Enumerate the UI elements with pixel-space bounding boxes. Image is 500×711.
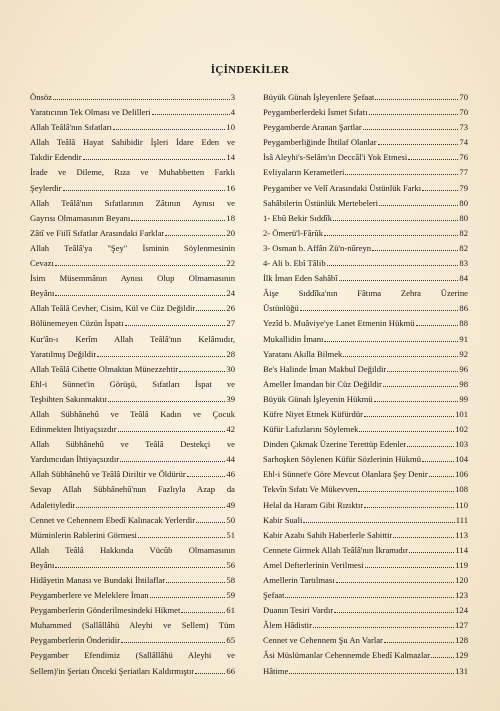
toc-leader-dots: [334, 612, 454, 613]
toc-entry-title: Allah Sübhânehû ve Teâlâ Destekçi ve: [30, 439, 235, 450]
toc-entry-title: Amellerin Tartılması: [263, 575, 335, 585]
toc-entry-title: Peygamberliğinde İhtilaf Olanlar: [263, 137, 377, 148]
toc-entry-page: 83: [459, 258, 468, 269]
toc-entry-title: Kur'ân-ı Kerîm Allah Teâlâ'nın Kelâmıdır,: [30, 333, 235, 344]
toc-entry-page: 66: [226, 665, 235, 676]
toc-leader-dots: [372, 250, 458, 251]
toc-entry: [263, 347, 468, 362]
toc-entry-page: 110: [455, 499, 468, 510]
toc-entry-page: 22: [226, 258, 235, 269]
toc-entry: [30, 407, 235, 422]
toc-leader-dots: [138, 537, 225, 538]
toc-entry-page: 92: [459, 348, 468, 359]
toc-leader-dots: [83, 159, 226, 160]
toc-entry-title: 3- Osman b. Affân Zü'n-nûreyn: [263, 242, 372, 253]
toc-entry-title: Şeylerdir: [30, 182, 62, 193]
toc-entry: [263, 362, 468, 377]
toc-entry-title: Şefaat: [263, 590, 285, 601]
toc-entry: [263, 135, 468, 150]
toc-entry-page: 86: [459, 303, 468, 314]
toc-leader-dots: [55, 295, 225, 296]
toc-leader-dots: [416, 325, 459, 326]
toc-leader-dots: [187, 476, 226, 477]
toc-leader-dots: [336, 582, 455, 583]
toc-entry: [30, 377, 235, 392]
toc-leader-dots: [384, 642, 454, 643]
toc-entry: [30, 498, 235, 513]
toc-leader-dots: [383, 386, 459, 387]
toc-entry: [263, 226, 468, 241]
toc-entry-title: Kabir Azabı Sahih Haberlerle Sabittir: [263, 529, 393, 540]
toc-leader-dots: [113, 129, 225, 130]
toc-entry: [30, 301, 235, 316]
toc-entry-page: 51: [226, 529, 235, 540]
toc-leader-dots: [333, 220, 458, 221]
toc-entry: [30, 618, 235, 633]
toc-entry-title: Büyük Günah İşleyenlere Şefaat: [263, 92, 375, 102]
toc-entry: [30, 648, 235, 663]
toc-leader-dots: [339, 280, 459, 281]
toc-entry-title: Üstünlüğü: [263, 303, 299, 314]
toc-entry: [30, 120, 235, 135]
toc-entry: [30, 316, 235, 331]
toc-entry-title: Teşbihten Sakınmaktır: [30, 393, 108, 404]
toc-entry-page: 4: [230, 107, 235, 118]
toc-leader-dots: [409, 552, 454, 553]
toc-entry: [263, 120, 468, 135]
toc-entry: [30, 467, 235, 482]
toc-entry: [263, 573, 468, 588]
toc-entry-page: 18: [226, 212, 235, 223]
toc-entry: [30, 513, 235, 528]
toc-entry-title: Muhammed (Sallâllâhü Aleyhi ve Sellem) Tüm: [30, 620, 235, 631]
toc-leader-dots: [369, 114, 459, 115]
toc-entry-title: Âlem Hâdistir: [263, 620, 312, 631]
toc-entry-page: 124: [455, 605, 468, 616]
toc-entry-title: İsim Müsemmânın Aynısı Olup Olmamasının: [30, 273, 235, 284]
toc-entry-title: Küfre Niyet Etmek Küfürdür: [263, 408, 363, 419]
toc-entry-title: Peygamber ve Velî Arasındaki Üstünlük Farkı: [263, 182, 422, 193]
toc-entry-title: Küfür Lafızlarını Söylemek: [263, 424, 359, 435]
toc-entry-page: 80: [459, 197, 468, 208]
toc-entry-page: 96: [459, 363, 468, 374]
toc-entry-title: Hâtime: [263, 665, 289, 676]
toc-leader-dots: [387, 371, 458, 372]
toc-leader-dots: [152, 114, 230, 115]
toc-entry-title: Bölünemeyen Cüzün İspatı: [30, 318, 124, 329]
toc-leader-dots: [285, 597, 454, 598]
toc-entry: [263, 664, 468, 679]
toc-entry: [30, 226, 235, 241]
toc-entry-page: 131: [455, 665, 468, 676]
toc-entry: [30, 90, 235, 105]
toc-entry-title: Peygamberlerin Gönderilmesindeki Hikmet: [30, 605, 181, 616]
toc-entry: [263, 558, 468, 573]
toc-entry: [263, 603, 468, 618]
toc-entry: [263, 181, 468, 196]
toc-leader-dots: [76, 507, 225, 508]
toc-leader-dots: [379, 205, 458, 206]
toc-entry-page: 88: [459, 318, 468, 329]
toc-entry-title: Büyük Günah İşleyenin Hükmü: [263, 393, 373, 404]
toc-entry-title: Dinden Çıkmak Üzerine Terettüp Edenler: [263, 439, 407, 450]
toc-entry: [263, 513, 468, 528]
toc-entry-title: Peygamberlerdeki İsmet Sıfatı: [263, 107, 368, 118]
toc-leader-dots: [120, 461, 225, 462]
toc-entry-page: 111: [455, 514, 468, 525]
toc-entry: [263, 271, 468, 286]
toc-entry-page: 70: [459, 107, 468, 118]
toc-entry-title: Kabir Suali: [263, 514, 303, 525]
toc-entry-title: İsâ Aleyhi's-Selâm'ın Deccâl'i Yok Etmesi: [263, 152, 408, 163]
toc-leader-dots: [53, 99, 230, 100]
toc-leader-dots: [150, 597, 226, 598]
toc-leader-dots: [63, 190, 226, 191]
toc-entry: [263, 437, 468, 452]
toc-right-column: [263, 90, 468, 679]
toc-entry-page: 119: [455, 559, 468, 570]
toc-entry: [30, 196, 235, 211]
toc-entry-page: 79: [459, 182, 468, 193]
toc-entry-title: Peygamberde Aranan Şartlar: [263, 122, 362, 133]
toc-entry-page: 56: [226, 559, 235, 570]
toc-entry-page: 10: [226, 122, 235, 133]
toc-leader-dots: [429, 476, 454, 477]
toc-entry: [30, 603, 235, 618]
toc-entry-title: Allah Teâlâ Cihette Olmaktan Münezzehtir: [30, 363, 179, 374]
toc-entry-page: 61: [226, 605, 235, 616]
toc-entry: [30, 362, 235, 377]
toc-leader-dots: [313, 627, 454, 628]
toc-entry: [30, 347, 235, 362]
toc-entry-title: Beyânı: [30, 559, 55, 570]
toc-leader-dots: [363, 129, 459, 130]
toc-entry-page: 129: [455, 650, 468, 661]
toc-entry-title: Allah Teâlâ'nın Sıfatları: [30, 122, 112, 133]
toc-entry-title: Sahâbilerin Üstünlük Mertebeleri: [263, 197, 379, 208]
toc-entry: [263, 498, 468, 513]
toc-entry-title: Duanın Tesiri Vardır: [263, 605, 334, 616]
toc-entry-title: Sarhoşken Söylenen Küfür Sözlerinin Hükmü: [263, 454, 422, 465]
toc-entry: [30, 332, 235, 347]
toc-leader-dots: [364, 416, 454, 417]
toc-leader-dots: [55, 567, 225, 568]
toc-entry-title: Allah Teâlâ Hayat Sahibidir İşleri İdare Eden ve: [30, 137, 235, 148]
toc-leader-dots: [364, 507, 454, 508]
toc-entry: [263, 196, 468, 211]
toc-leader-dots: [166, 582, 225, 583]
toc-entry: [30, 181, 235, 196]
toc-entry-title: Yezîd b. Muâviye'ye Lanet Etmenin Hükmü: [263, 318, 415, 329]
toc-entry-title: 4- Ali b. Ebî Tâlib: [263, 258, 326, 269]
toc-entry-page: 128: [455, 635, 468, 646]
toc-leader-dots: [324, 341, 458, 342]
toc-entry: [30, 165, 235, 180]
toc-entry: [30, 528, 235, 543]
toc-leader-dots: [422, 461, 454, 462]
toc-entry: [263, 588, 468, 603]
toc-entry-title: 2- Ömerü'l-Fârûk: [263, 227, 324, 238]
toc-leader-dots: [407, 446, 454, 447]
toc-leader-dots: [300, 310, 459, 311]
toc-entry: [30, 664, 235, 679]
toc-entry-title: Allah Teâlâ Cevher, Cisim, Kül ve Cüz Değildir: [30, 303, 196, 314]
toc-entry: [263, 633, 468, 648]
toc-entry: [263, 211, 468, 226]
toc-leader-dots: [131, 220, 225, 221]
toc-leader-dots: [165, 235, 225, 236]
toc-entry-title: Allah Teâlâ'ya "Şey" İsminin Söylenmesinin: [30, 242, 235, 253]
toc-entry: [30, 105, 235, 120]
toc-leader-dots: [359, 431, 454, 432]
toc-entry-title: Allah Sübhânehû ve Teâlâ Kadın ve Çocuk: [30, 408, 235, 419]
toc-entry-title: Yardımcıdan İhtiyaçsızdır: [30, 454, 120, 465]
toc-leader-dots: [422, 190, 458, 191]
toc-entry-page: 27: [226, 318, 235, 329]
toc-entry-title: Cennete Girmek Allah Teâlâ'nın İkramıdır: [263, 544, 408, 555]
toc-leader-dots: [365, 567, 455, 568]
toc-entry-title: Cennet ve Cehennem Şu An Varlar: [263, 635, 383, 646]
toc-leader-dots: [303, 522, 454, 523]
toc-entry: [263, 377, 468, 392]
toc-entry-page: 70: [459, 92, 468, 102]
toc-entry: [263, 482, 468, 497]
toc-entry: [263, 316, 468, 331]
toc-entry-title: Müminlerin Rablerini Görmesi: [30, 529, 137, 540]
toc-entry-page: 106: [455, 469, 468, 480]
toc-entry-title: Cennet ve Cehennem Ebedî Kalınacak Yerlerdir: [30, 514, 196, 525]
toc-entry-title: Ehl-i Sünnet'e Göre Mevcut Olanlara Şey Denir: [263, 469, 428, 480]
toc-entry-title: Mukallidin İmanı: [263, 333, 324, 344]
toc-entry-page: 108: [455, 484, 468, 495]
toc-entry-title: Yaratanı Akılla Bilmek: [263, 348, 343, 359]
toc-entry-page: 103: [455, 439, 468, 450]
toc-entry: [263, 286, 468, 301]
toc-leader-dots: [358, 491, 454, 492]
toc-entry-page: 42: [226, 424, 235, 435]
toc-leader-dots: [327, 265, 459, 266]
toc-entry: [263, 392, 468, 407]
toc-entry-page: 82: [459, 227, 468, 238]
toc-entry-page: 30: [226, 363, 235, 374]
toc-left-column: [30, 90, 235, 679]
toc-entry-page: 65: [226, 635, 235, 646]
toc-entry-title: Yaratılmış Değildir: [30, 348, 97, 359]
toc-entry-title: Âişe Sıddîka'nın Fâtıma Zehra Üzerine: [263, 288, 468, 299]
toc-leader-dots: [181, 612, 225, 613]
toc-leader-dots: [196, 522, 225, 523]
toc-entry-page: 3: [230, 92, 235, 102]
toc-leader-dots: [196, 310, 225, 311]
toc-entry-title: İrade ve Dileme, Rıza ve Muhabbetten Farklı: [30, 167, 235, 178]
toc-entry-title: Hidâyetin Manası ve Bundaki İhtilaflar: [30, 575, 166, 585]
toc-entry: [263, 332, 468, 347]
toc-entry: [263, 256, 468, 271]
toc-entry-title: Allah Teâlâ'nın Sıfatlarının Zâtının Aynısı ve: [30, 197, 235, 208]
toc-entry-page: 58: [226, 575, 235, 585]
toc-entry-page: 46: [226, 469, 235, 480]
toc-entry-title: Zâtî ve Fiilî Sıfatlar Arasındaki Farklar: [30, 227, 165, 238]
toc-entry-page: 80: [459, 212, 468, 223]
toc-entry-title: Cevazı: [30, 258, 54, 269]
toc-entry-title: Yaratıcının Tek Olması ve Delilleri: [30, 107, 151, 118]
toc-entry: [30, 286, 235, 301]
toc-entry: [30, 437, 235, 452]
toc-entry-page: 74: [459, 137, 468, 148]
toc-entry: [30, 392, 235, 407]
toc-entry: [30, 150, 235, 165]
toc-entry: [263, 301, 468, 316]
toc-entry: [30, 211, 235, 226]
toc-entry-page: 104: [455, 454, 468, 465]
toc-entry: [30, 256, 235, 271]
toc-entry: [263, 165, 468, 180]
toc-entry-title: Sevap Allah Sübhânehû'nun Fazlıyla Azap da: [30, 484, 235, 495]
toc-entry: [263, 543, 468, 558]
toc-entry-page: 114: [455, 544, 468, 555]
toc-entry: [30, 573, 235, 588]
toc-entry-page: 127: [455, 620, 468, 631]
toc-leader-dots: [118, 431, 226, 432]
toc-entry-page: 59: [226, 590, 235, 601]
toc-entry: [30, 482, 235, 497]
toc-entry: [263, 528, 468, 543]
toc-leader-dots: [179, 371, 225, 372]
toc-entry-title: Peygamber Efendimiz (Sallâllâhü Aleyhi ve: [30, 650, 235, 661]
toc-entry-title: Âsi Müslümanlar Cehennemde Ebedî Kalmazlar: [263, 650, 431, 661]
toc-entry-title: İlk İman Eden Sahâbî: [263, 273, 338, 284]
toc-entry: [263, 452, 468, 467]
toc-entry-page: 98: [459, 378, 468, 389]
toc-leader-dots: [108, 401, 225, 402]
toc-entry-title: Önsöz: [30, 92, 52, 102]
toc-entry-title: Allah Teâlâ Hakkında Vücûb Olmamasının: [30, 544, 235, 555]
toc-entry: [30, 241, 235, 256]
toc-leader-dots: [375, 99, 458, 100]
toc-entry-title: Peygamberlere ve Meleklere İman: [30, 590, 149, 601]
toc-entry-title: 1- Ebû Bekir Sıddîk: [263, 212, 332, 223]
toc-entry-page: 24: [226, 288, 235, 299]
toc-entry: [263, 241, 468, 256]
toc-leader-dots: [195, 673, 225, 674]
page-title: İÇİNDEKİLER: [210, 64, 290, 76]
toc-entry: [30, 422, 235, 437]
toc-entry-page: 113: [455, 529, 468, 540]
toc-entry-title: Ameller İmandan bir Cüz Değildir: [263, 378, 382, 389]
toc-entry-title: Peygamberlerin Önderidir: [30, 635, 120, 646]
toc-entry-page: 26: [226, 303, 235, 314]
toc-leader-dots: [97, 356, 225, 357]
toc-entry-title: Helal da Haram Gibi Rızıktır: [263, 499, 364, 510]
toc-entry-title: Sellem)'in Şeriatı Önceki Şeriatları Kaldırmıştır: [30, 665, 195, 676]
toc-entry-page: 73: [459, 122, 468, 133]
toc-entry: [30, 633, 235, 648]
toc-leader-dots: [289, 673, 454, 674]
toc-entry-page: 14: [226, 152, 235, 163]
toc-leader-dots: [431, 657, 454, 658]
toc-entry-title: Takdir Edendir: [30, 152, 82, 163]
toc-entry: [263, 422, 468, 437]
toc-entry-title: Ehl-i Sünnet'in Görüşü, Sıfatları İspat ve: [30, 378, 235, 389]
toc-leader-dots: [55, 265, 226, 266]
toc-entry-page: 84: [459, 273, 468, 284]
toc-entry: [263, 467, 468, 482]
toc-entry: [30, 452, 235, 467]
toc-leader-dots: [121, 642, 225, 643]
toc-entry-title: Edinmekten İhtiyaçsızdır: [30, 424, 117, 435]
toc-entry-title: Amel Defterlerinin Verilmesi: [263, 559, 364, 570]
toc-entry: [263, 150, 468, 165]
toc-entry: [30, 588, 235, 603]
toc-entry-page: 20: [226, 227, 235, 238]
toc-leader-dots: [324, 235, 458, 236]
toc-entry-page: 50: [226, 514, 235, 525]
toc-entry-page: 76: [459, 152, 468, 163]
toc-entry-page: 28: [226, 348, 235, 359]
toc-entry-title: Evliyaların Kerametleri: [263, 167, 345, 178]
toc-leader-dots: [378, 144, 459, 145]
toc-entry-page: 39: [226, 393, 235, 404]
toc-entry-title: Beyânı: [30, 288, 55, 299]
toc-entry: [30, 558, 235, 573]
toc-entry: [263, 618, 468, 633]
toc-leader-dots: [345, 174, 458, 175]
toc-entry-title: Adaletiyledir: [30, 499, 76, 510]
toc-entry: [263, 90, 468, 105]
toc-leader-dots: [343, 356, 458, 357]
toc-entry-page: 44: [226, 454, 235, 465]
toc-leader-dots: [125, 325, 226, 326]
toc-entry: [30, 271, 235, 286]
toc-entry-page: 82: [459, 242, 468, 253]
toc-entry: [30, 135, 235, 150]
toc-entry-page: 49: [226, 499, 235, 510]
toc-entry-title: Tekvîn Sıfatı Ve Mükevven: [263, 484, 358, 495]
toc-entry: [263, 648, 468, 663]
toc-entry-title: Gayrısı Olmamasının Beyanı: [30, 212, 131, 223]
toc-entry: [263, 105, 468, 120]
toc-entry: [263, 407, 468, 422]
toc-entry-page: 77: [459, 167, 468, 178]
toc-entry-page: 99: [459, 393, 468, 404]
toc-entry: [30, 543, 235, 558]
toc-entry-page: 120: [455, 575, 468, 585]
toc-leader-dots: [393, 537, 454, 538]
toc-entry-title: Allah Sübhânehû ve Teâlâ Diriltir ve Öldürür: [30, 469, 186, 480]
toc-entry-page: 91: [459, 333, 468, 344]
toc-entry-page: 123: [455, 590, 468, 601]
toc-entry-page: 102: [455, 424, 468, 435]
toc-entry-page: 101: [455, 408, 468, 419]
toc-leader-dots: [408, 159, 458, 160]
toc-entry-title: Be's Halinde İman Makbul Değildir: [263, 363, 387, 374]
toc-leader-dots: [374, 401, 459, 402]
toc-entry-page: 16: [226, 182, 235, 193]
